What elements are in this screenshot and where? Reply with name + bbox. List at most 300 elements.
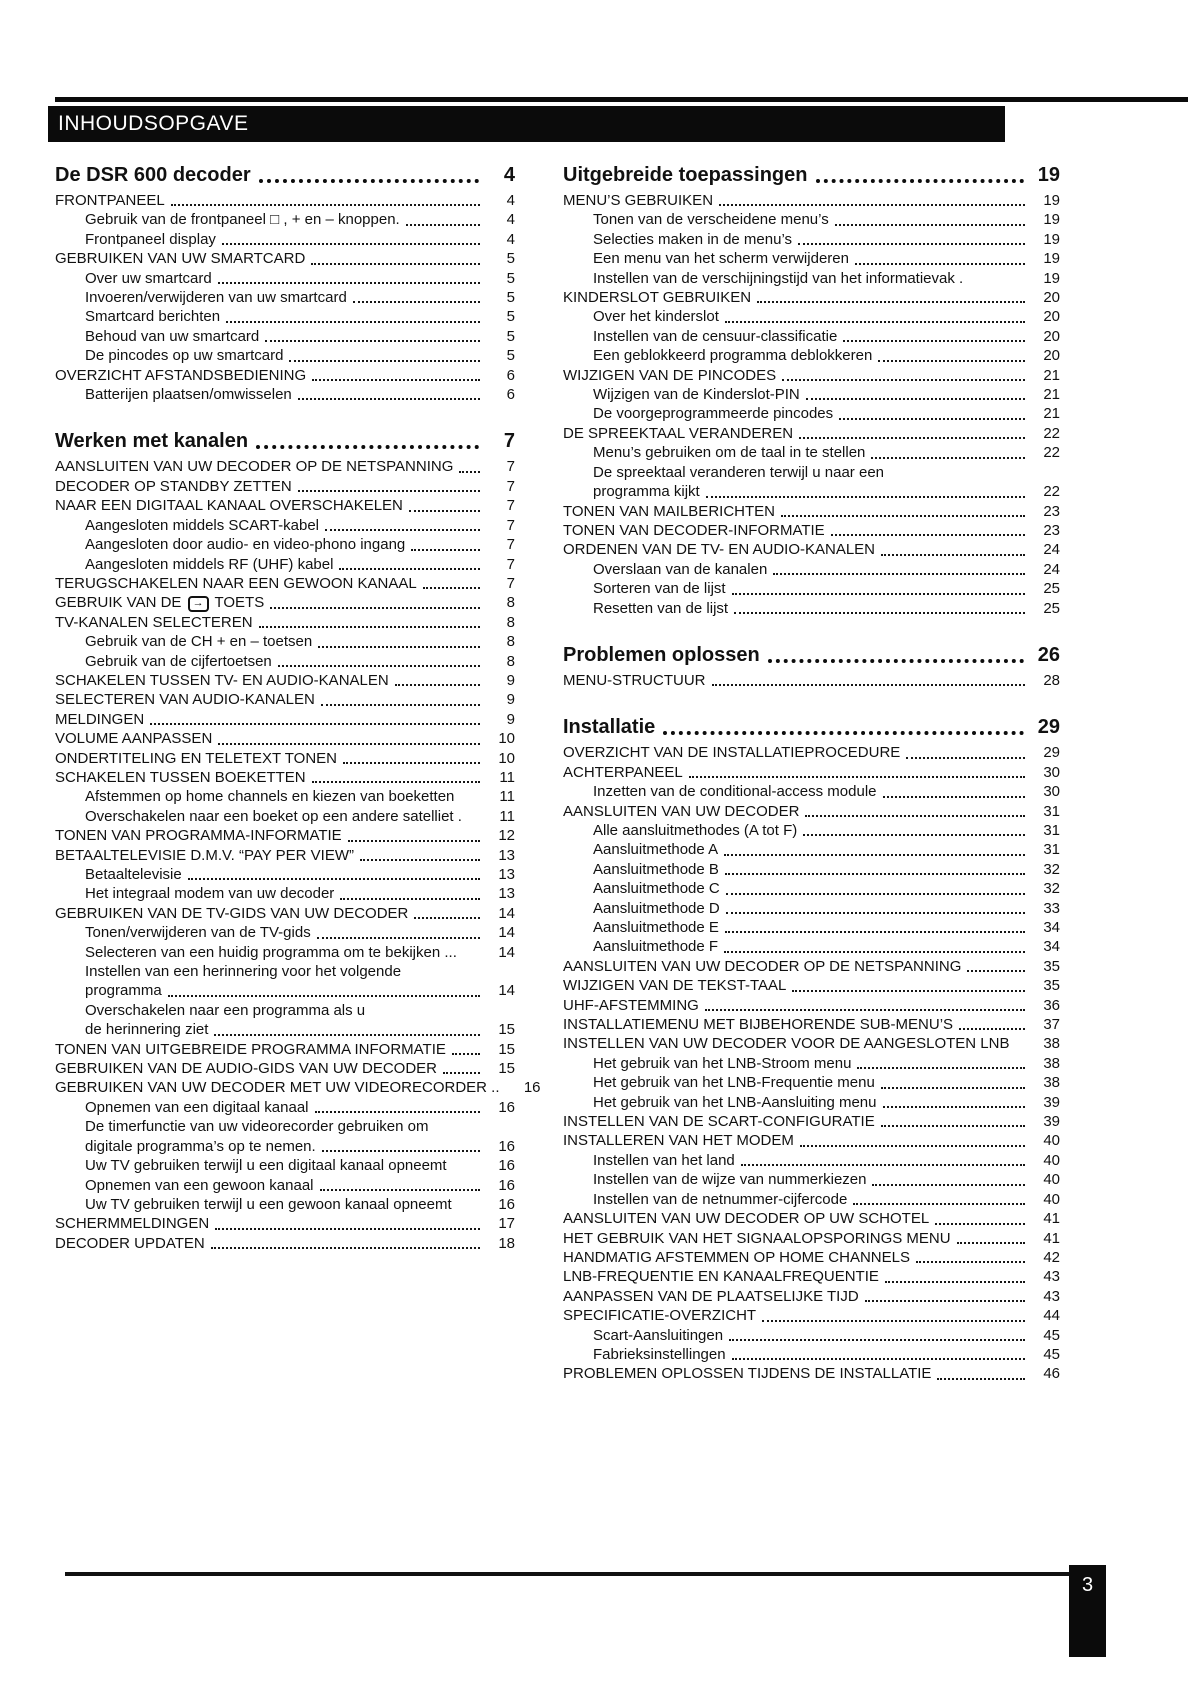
toc-entry [563,404,1060,423]
toc-leader [857,1067,1025,1069]
toc-entry-label: GEBRUIKEN VAN DE TV-GIDS VAN UW DECODER [55,904,409,922]
toc-leader [865,1300,1025,1302]
toc-entry [563,540,1060,559]
toc-entry-label: Alle aansluitmethodes (A tot F) [593,821,798,839]
toc-leader [853,1203,1025,1205]
toc-leader [712,684,1026,686]
toc-entry-label: Instellen van het land [593,1151,735,1169]
toc-leader [215,1228,480,1230]
toc-entry [55,826,515,845]
toc-page-number: 16 [498,1176,515,1194]
toc-entry [563,976,1060,995]
toc-entry-label: MENU’S GEBRUIKEN [563,192,714,209]
toc-entry-label: Aangesloten door audio- en video-phono ingang [85,536,406,554]
toc-leader [411,549,480,551]
toc-page-number: 33 [1043,899,1060,917]
toc-entry [563,860,1060,879]
toc-section [55,428,541,1253]
toc-entry [55,1059,515,1078]
toc-entry [55,1137,515,1156]
toc-entry [563,840,1060,859]
toc-entry-label: TV-KANALEN SELECTEREN [55,613,253,631]
toc-leader [348,840,480,842]
toc-leader [689,776,1025,778]
toc-page-number: 20 [1043,308,1060,326]
toc-entry [55,1156,515,1175]
toc-leader [916,1261,1025,1263]
toc-entry [55,884,515,903]
toc-entry [55,1117,515,1136]
toc-section-title: Uitgebreide toepassingen [563,164,808,186]
toc-entry-label: Overschakelen naar een programma als u [85,1001,366,1019]
toc-page-number: 35 [1043,977,1060,995]
toc-entry [55,962,515,981]
toc-page-number: 38 [1043,1054,1060,1072]
toc-entry-label: Aansluitmethode C [593,880,720,898]
toc-entry-label: TONEN VAN UITGEBREIDE PROGRAMMA INFORMATIE [55,1040,446,1058]
toc-page-number: 16 [498,1098,515,1116]
toc-entry-label [55,593,264,612]
toc-leader [298,398,480,400]
toc-entry [563,191,1060,210]
toc-page-number: 8 [506,613,515,631]
toc-page-number: 8 [506,652,515,670]
toc-page-number: 5 [506,347,515,365]
toc-page-number: 23 [1043,521,1060,539]
toc-entry-label: GEBRUIKEN VAN UW SMARTCARD [55,250,306,268]
toc-entry-label: MELDINGEN [55,710,145,728]
toc-entry-label: TERUGSCHAKELEN NAAR EEN GEWOON KANAAL [55,574,417,592]
toc-section-title: Problemen oplossen [563,643,760,666]
toc-leader [211,1247,480,1249]
toc-leader [321,704,480,706]
toc-leader [459,471,480,473]
toc-entry-label: de herinnering ziet [85,1021,209,1039]
toc-entry [563,802,1060,821]
toc-leader [725,873,1025,875]
toc-entry [55,865,515,884]
toc-page-number: 7 [506,458,515,476]
toc-page-number: 24 [1043,560,1060,578]
toc-entry [563,1209,1060,1228]
toc-leader [322,1150,480,1152]
toc-leader [967,970,1025,972]
toc-entry [563,560,1060,579]
toc-entry [563,269,1060,288]
toc-leader [871,457,1025,459]
toc-leader [782,379,1025,381]
toc-page-number: 14 [498,924,515,942]
toc-section-title: Installatie [563,716,656,739]
toc-entry [55,652,515,671]
toc-entry-label: SCHAKELEN TUSSEN TV- EN AUDIO-KANALEN [55,671,389,689]
toc-page-number: 44 [1043,1307,1060,1325]
toc-entry [563,1248,1060,1267]
toc-entry [563,1093,1060,1112]
toc-entry-label: AANSLUITEN VAN UW DECODER OP DE NETSPANNING [55,458,454,476]
toc-entry-label: programma kijkt [593,483,700,501]
toc-entry-label-pre: Gebruik van de frontpaneel [85,211,271,229]
toc-page-number: 35 [1043,957,1060,975]
toc-leader [959,1028,1025,1030]
toc-entry-label: MENU-STRUCTUUR [563,671,706,689]
toc-page-number: 31 [1043,821,1060,839]
toc-page-number: 7 [503,430,515,453]
toc-entry [563,346,1060,365]
page-title: INHOUDSOPGAVE [58,112,249,135]
toc-entry-label: AANSLUITEN VAN UW DECODER [563,802,800,820]
toc-page-number: 38 [1043,1035,1060,1053]
toc-page-number: 10 [498,730,515,748]
toc-leader [732,593,1025,595]
toc-entry-label: Gebruik van de CH + en – toetsen [85,633,313,651]
toc-leader [406,224,480,226]
toc-entry-label: TONEN VAN PROGRAMMA-INFORMATIE [55,827,342,845]
toc-entry-label: Over uw smartcard [85,269,212,287]
toc-entry [563,1306,1060,1325]
toc-leader [806,398,1025,400]
toc-leader [414,917,480,919]
toc-entry [563,210,1060,229]
toc-entry [563,782,1060,801]
toc-entry [563,996,1060,1015]
toc-entry [55,904,515,923]
toc-entry-label: GEBRUIKEN VAN UW DECODER MET UW VIDEORECORDER .. [55,1079,500,1097]
toc-leader [816,179,1025,183]
toc-leader [799,437,1025,439]
toc-leader [218,743,480,745]
toc-entry [55,327,515,346]
toc-page-number: 8 [506,594,515,612]
toc-entry [55,768,515,787]
toc-leader [315,1111,481,1113]
toc-page-number: 29 [1043,744,1060,762]
toc-page-number: 7 [506,555,515,573]
toc-entry-label: AANSLUITEN VAN UW DECODER OP DE NETSPANNING [563,957,962,975]
toc-entry-label: Instellen van de wijze van nummerkiezen [593,1171,867,1189]
toc-entry [563,249,1060,268]
toc-page-number: 23 [1043,502,1060,520]
toc-leader [881,1125,1025,1127]
toc-leader [289,360,480,362]
toc-leader [311,263,480,265]
toc-entry-label: LNB-FREQUENTIE EN KANAALFREQUENTIE [563,1268,879,1286]
toc-entry [563,230,1060,249]
toc-entry-label: INSTALLATIEMENU MET BIJBEHORENDE SUB-MENU’S [563,1016,954,1034]
toc-section-header [55,162,515,188]
toc-page-number: 45 [1043,1345,1060,1363]
toc-entry-label: De voorgeprogrammeerde pincodes [593,405,834,423]
footer-rule [65,1572,1077,1576]
toc-entry-label: ACHTERPANEEL [563,763,683,781]
toc-entry-label: Frontpaneel display [85,230,216,248]
toc-leader [734,612,1025,614]
toc-leader [792,990,1025,992]
toc-entry-label: Over het kinderslot [593,308,719,326]
toc-entry [563,482,1060,501]
toc-entry [55,230,515,249]
toc-page-number: 25 [1043,580,1060,598]
toc-entry-label: De spreektaal veranderen terwijl u naar een [593,463,884,481]
toc-leader [222,243,480,245]
toc-entry-label: HANDMATIG AFSTEMMEN OP HOME CHANNELS [563,1248,910,1266]
toc-leader [835,224,1025,226]
toc-page-number: 40 [1043,1151,1060,1169]
toc-entry-label [55,210,400,229]
toc-page-number: 39 [1043,1113,1060,1131]
toc-entry-label: De timerfunctie van uw videorecorder gebruiken om [85,1118,429,1136]
toc-leader [325,529,480,531]
toc-leader [883,796,1025,798]
toc-section [563,162,1060,618]
toc-leader [843,340,1025,342]
toc-page-number: 20 [1043,289,1060,307]
toc-entry [55,1195,515,1214]
top-thin-rule [55,97,1188,102]
toc-entry-label: ONDERTITELING EN TELETEXT TONEN [55,749,338,767]
toc-leader [872,1184,1025,1186]
toc-entry [55,690,515,709]
toc-leader [168,995,480,997]
toc-entry-label: Aangesloten middels SCART-kabel [85,516,320,534]
footer-page-box [1069,1565,1106,1657]
toc-entry-label: Instellen van de censuur-classificatie [593,327,838,345]
toc-section [55,162,515,404]
toc-leader [878,360,1025,362]
toc-entry [563,1170,1060,1189]
toc-entry-label: FRONTPANEEL [55,192,165,209]
toc-entry-label: Afstemmen op home channels en kiezen van boeketten [85,788,455,806]
toc-page-number: 11 [499,768,515,786]
toc-entry-label: Het gebruik van het LNB-Stroom menu [593,1054,852,1072]
toc-page-number: 34 [1043,919,1060,936]
toc-entry-label: DE SPREEKTAAL VERANDEREN [563,424,794,442]
toc-leader [705,1009,1025,1011]
toc-entry-label: Het gebruik van het LNB-Aansluiting menu [593,1093,877,1111]
toc-page-number: 12 [498,827,515,845]
toc-entry-label: De pincodes op uw smartcard [85,347,284,365]
toc-leader [360,859,480,861]
toc-leader [732,1358,1025,1360]
toc-page-number: 8 [506,633,515,651]
toc-page-number: 11 [499,788,515,806]
toc-entry [563,1073,1060,1092]
toc-entry-label: Aansluitmethode B [593,860,719,878]
toc-entry-label: Selecties maken in de menu’s [593,230,792,248]
toc-entry [55,1214,515,1233]
toc-leader [150,723,480,725]
toc-entry [563,1015,1060,1034]
toc-leader [883,1106,1026,1108]
toc-entry [55,943,515,962]
toc-entry [55,210,515,229]
toc-entry [55,366,515,385]
toc-entry [55,535,515,554]
standby-square-icon: □ [270,211,280,229]
toc-entry [563,1229,1060,1248]
toc-entry-label: digitale programma’s op te nemen. [85,1137,316,1155]
toc-page-number: 32 [1043,880,1060,898]
toc-entry [55,288,515,307]
toc-entry-label: DECODER OP STANDBY ZETTEN [55,477,292,495]
toc-page-number: 16 [498,1157,515,1175]
toc-entry [563,443,1060,462]
toc-section-header [563,714,1060,740]
toc-leader [885,1281,1025,1283]
toc-leader [443,1072,480,1074]
toc-page-number: 40 [1043,1171,1060,1189]
toc-leader [256,445,479,449]
toc-entry [55,1098,515,1117]
toc-page-number: 15 [498,1021,515,1039]
toc-entry-label: SCHERMMELDINGEN [55,1215,210,1233]
toc-leader [724,854,1025,856]
toc-entry [55,613,515,632]
toc-page-number: 26 [1037,643,1060,666]
toc-page-number: 40 [1043,1132,1060,1150]
toc-leader [935,1223,1025,1225]
toc-entry [563,502,1060,521]
toc-entry-label: Aansluitmethode D [593,899,720,917]
toc-leader [803,834,1025,836]
toc-leader [957,1242,1025,1244]
toc-page-number: 19 [1043,250,1060,268]
toc-leader [805,815,1025,817]
toc-page-number: 9 [506,710,515,728]
toc-entry-label: Fabrieksinstellingen [593,1345,726,1363]
toc-entry [55,749,515,768]
toc-entry [563,424,1060,443]
toc-section-title: Werken met kanalen [55,430,249,453]
toc-entry-label: Overschakelen naar een boeket op een andere satelliet . [85,807,462,825]
toc-page-number: 11 [499,807,515,825]
toc-entry-label: Overslaan van de kanalen [593,560,768,578]
toc-entry-label: INSTELLEN VAN DE SCART-CONFIGURATIE [563,1113,875,1131]
toc-entry [55,846,515,865]
toc-entry [563,366,1060,385]
toc-page-number: 19 [1043,230,1060,248]
toc-entry-label: GEBRUIKEN VAN DE AUDIO-GIDS VAN UW DECODER [55,1060,437,1078]
toc-entry-label-pre: GEBRUIK VAN DE [55,594,186,612]
toc-page-number: 41 [1043,1210,1060,1228]
toc-leader [312,781,480,783]
toc-entry [55,457,515,476]
toc-column [563,162,1060,1384]
toc-entry [563,937,1060,956]
toc-leader [265,340,480,342]
toc-page-number: 21 [1043,386,1060,404]
toc-leader [937,1378,1025,1380]
toc-entry-label-post: TOETS [210,594,265,612]
toc-entry [563,1112,1060,1131]
toc-entry [55,1176,515,1195]
toc-page-number: 30 [1043,763,1060,781]
toc-entry [55,516,515,535]
toc-page-number: 38 [1043,1074,1060,1092]
toc-page-number: 40 [1043,1190,1060,1208]
toc-entry [55,923,515,942]
toc-page-number: 20 [1043,327,1060,345]
toc-entry [563,385,1060,404]
toc-entry-label: Betaaltelevisie [85,866,182,883]
toc-entry [55,574,515,593]
toc-page-number: 16 [498,1195,515,1213]
toc-page-number: 4 [506,211,515,229]
toc-page-number: 22 [1043,424,1060,442]
toc-entry [55,1040,515,1059]
toc-entry-label: Het integraal modem van uw decoder [85,885,335,903]
toc-entry-label: Inzetten van de conditional-access module [593,783,877,801]
toc-leader [762,1320,1025,1322]
toc-entry-label: Instellen van een herinnering voor het volgende [85,963,402,981]
toc-page-number: 28 [1043,671,1060,689]
toc-leader [881,554,1025,556]
toc-entry [55,249,515,268]
toc-leader [259,626,480,628]
toc-entry [563,1345,1060,1364]
toc-entry-label: SPECIFICATIE-OVERZICHT [563,1307,757,1325]
toc-entry-label: Smartcard berichten [85,308,221,326]
toc-leader [726,893,1025,895]
toc-entry-label: Uw TV gebruiken terwijl u een digitaal kanaal opneemt [85,1157,447,1175]
toc-entry [55,477,515,496]
toc-page-number: 19 [1037,164,1060,186]
toc-entry-label: Wijzigen van de Kinderslot-PIN [593,386,800,404]
toc-leader [839,418,1025,420]
toc-page-number: 7 [506,536,515,554]
toc-entry-label: AANSLUITEN VAN UW DECODER OP UW SCHOTEL [563,1210,930,1228]
toc-entry [55,787,515,806]
toc-page-number: 16 [498,1137,515,1155]
toc-entry-label: Opnemen van een digitaal kanaal [85,1098,309,1116]
toc-entry-label: INSTELLEN VAN UW DECODER VOOR DE AANGESLOTEN LNB [563,1035,1010,1053]
toc-entry [563,599,1060,618]
toc-entry [563,899,1060,918]
toc-leader [318,646,480,648]
toc-entry [563,821,1060,840]
toc-entry-label: NAAR EEN DIGITAAL KANAAL OVERSCHAKELEN [55,497,403,515]
toc-entry-label: programma [85,982,162,1000]
toc-entry [55,496,515,515]
toc-page-number: 15 [498,1040,515,1058]
toc-entry-label: Aangesloten middels RF (UHF) kabel [85,555,334,573]
toc-section-header [55,428,515,454]
toc-page-number: 34 [1043,938,1060,956]
toc-page-number: 14 [498,904,515,922]
toc-page-number: 42 [1043,1248,1060,1266]
toc-page-number: 16 [523,1079,541,1097]
toc-page-number: 5 [506,289,515,307]
toc-entry [563,1151,1060,1170]
toc-leader [340,898,480,900]
toc-page-number: 13 [498,885,515,903]
toc-leader [773,573,1025,575]
toc-page-number: 9 [506,671,515,689]
toc-content [55,162,1060,1384]
toc-entry-label: Sorteren van de lijst [593,580,726,598]
toc-leader [188,878,480,880]
toc-entry [563,1190,1060,1209]
toc-leader [663,731,1024,735]
toc-page-number: 14 [498,943,515,961]
toc-entry [55,729,515,748]
toc-entry [563,463,1060,482]
toc-entry [563,879,1060,898]
toc-entry [55,191,515,210]
toc-entry-label: Instellen van de verschijningstijd van het informatievak . [593,269,964,287]
toc-entry-label: Invoeren/verwijderen van uw smartcard [85,289,347,307]
toc-entry-label: Het gebruik van het LNB-Frequentie menu [593,1074,875,1092]
